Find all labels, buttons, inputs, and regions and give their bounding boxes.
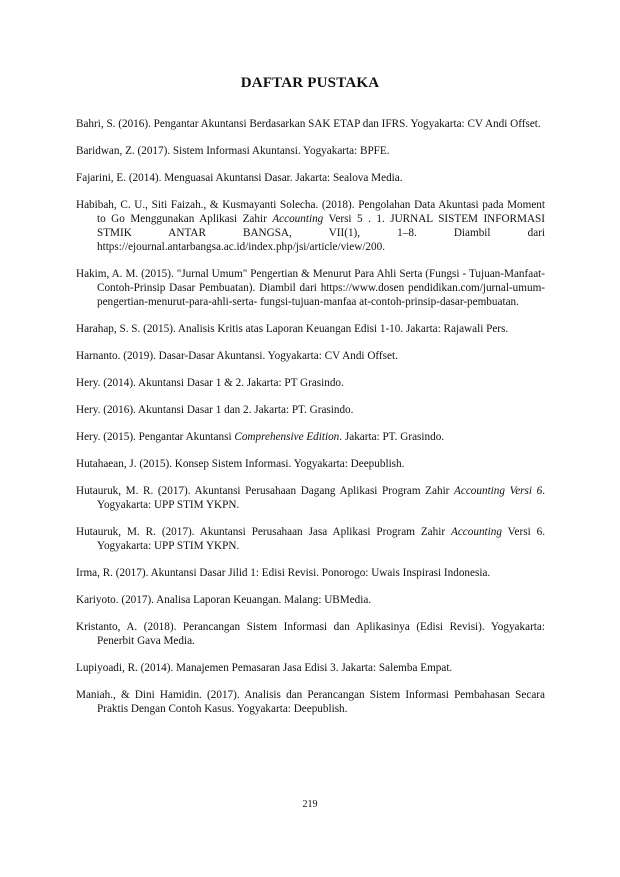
reference-text-end: Versi 5 . 1. JURNAL SISTEM INFORMASI STMIK ANTAR BANGSA, VII(1), 1–8. Diambil dari https://ejournal.antarbangsa.ac.id/index.php/jsi/article/view/200. — [97, 213, 545, 253]
reference-text: Baridwan, Z. (2017). Sistem Informasi Akuntansi. Yogyakarta: BPFE. — [76, 145, 390, 157]
reference-entry — [76, 661, 545, 675]
reference-italic-text: Comprehensive Edition — [234, 431, 340, 443]
reference-italic-text: Accounting — [272, 213, 324, 225]
reference-text: Hakim, A. M. (2015). "Jurnal Umum" Pengertian & Menurut Para Ahli Serta (Fungsi - Tujuan-Manfaat-Contoh-Prinsip Dasar Pembuatan). Diambil dari https://www.dosen pendidikan.com/jurnal-umum-pengertian-menurut-para-ahli-serta- fungsi-tujuan-manfaa at-contoh-prinsip-dasar-pembuatan. — [76, 268, 545, 308]
reference-entry — [76, 525, 545, 553]
reference-text: Kariyoto. (2017). Analisa Laporan Keuangan. Malang: UBMedia. — [76, 594, 372, 606]
reference-text: Kristanto, A. (2018). Perancangan Sistem Informasi dan Aplikasinya (Edisi Revisi). Yogyakarta: Penerbit Gava Media. — [76, 621, 545, 647]
reference-entry — [76, 593, 545, 607]
reference-entry — [76, 566, 545, 580]
reference-entry — [76, 484, 545, 512]
reference-entry — [76, 198, 545, 254]
reference-text: Hery. (2016). Akuntansi Dasar 1 dan 2. Jakarta: PT. Grasindo. — [76, 404, 354, 416]
reference-entry — [76, 322, 545, 336]
reference-text: Harahap, S. S. (2015). Analisis Kritis atas Laporan Keuangan Edisi 1-10. Jakarta: Rajawali Pers. — [76, 323, 509, 335]
reference-text: Bahri, S. (2016). Pengantar Akuntansi Berdasarkan SAK ETAP dan IFRS. Yogyakarta: CV Andi Offset. — [76, 118, 541, 130]
reference-text: Irma, R. (2017). Akuntansi Dasar Jilid 1: Edisi Revisi. Ponorogo: Uwais Inspirasi Indonesia. — [76, 567, 491, 579]
reference-entry — [76, 457, 545, 471]
reference-text: Habibah, C. U., Siti Faizah., & Kusmayanti Solecha. (2018). Pengolahan Data Akuntasi pada Moment to Go Menggunakan Aplikasi Zahir — [76, 199, 545, 225]
reference-text: Harnanto. (2019). Dasar-Dasar Akuntansi. Yogyakarta: CV Andi Offset. — [76, 350, 398, 362]
reference-entry — [76, 430, 545, 444]
reference-text: Lupiyoadi, R. (2014). Manajemen Pemasaran Jasa Edisi 3. Jakarta: Salemba Empat. — [76, 662, 453, 674]
reference-italic-text: Accounting Versi 6 — [454, 485, 543, 497]
reference-entry — [76, 688, 545, 716]
reference-text: Fajarini, E. (2014). Menguasai Akuntansi Dasar. Jakarta: Sealova Media. — [76, 172, 403, 184]
reference-text-end: . Yogyakarta: UPP STIM YKPN. — [97, 485, 545, 511]
reference-text: Hutauruk, M. R. (2017). Akuntansi Perusahaan Jasa Aplikasi Program Zahir — [76, 526, 451, 538]
reference-entry — [76, 144, 545, 158]
reference-entry — [76, 403, 545, 417]
reference-text: Hutahaean, J. (2015). Konsep Sistem Informasi. Yogyakarta: Deepublish. — [76, 458, 405, 470]
reference-text: Hery. (2015). Pengantar Akuntansi — [76, 431, 235, 443]
reference-entry — [76, 171, 545, 185]
page-number: 219 — [302, 799, 318, 810]
reference-entry — [76, 349, 545, 363]
reference-entry — [76, 267, 545, 309]
reference-text: Maniah., & Dini Hamidin. (2017). Analisis dan Perancangan Sistem Informasi Pembahasan Secara Praktis Dengan Contoh Kasus. Yogyakarta: Deepublish. — [76, 689, 545, 715]
reference-text-end: . Jakarta: PT. Grasindo. — [339, 431, 445, 443]
reference-text: Hutauruk, M. R. (2017). Akuntansi Perusahaan Dagang Aplikasi Program Zahir — [76, 485, 455, 497]
reference-text-end: Versi 6. Yogyakarta: UPP STIM YKPN. — [97, 526, 545, 552]
reference-entry — [76, 376, 545, 390]
reference-list — [76, 117, 545, 729]
reference-entry — [76, 620, 545, 648]
reference-italic-text: Accounting — [451, 526, 502, 538]
reference-entry — [76, 117, 545, 131]
page-title: DAFTAR PUSTAKA — [240, 75, 380, 91]
reference-text: Hery. (2014). Akuntansi Dasar 1 & 2. Jakarta: PT Grasindo. — [76, 377, 344, 389]
